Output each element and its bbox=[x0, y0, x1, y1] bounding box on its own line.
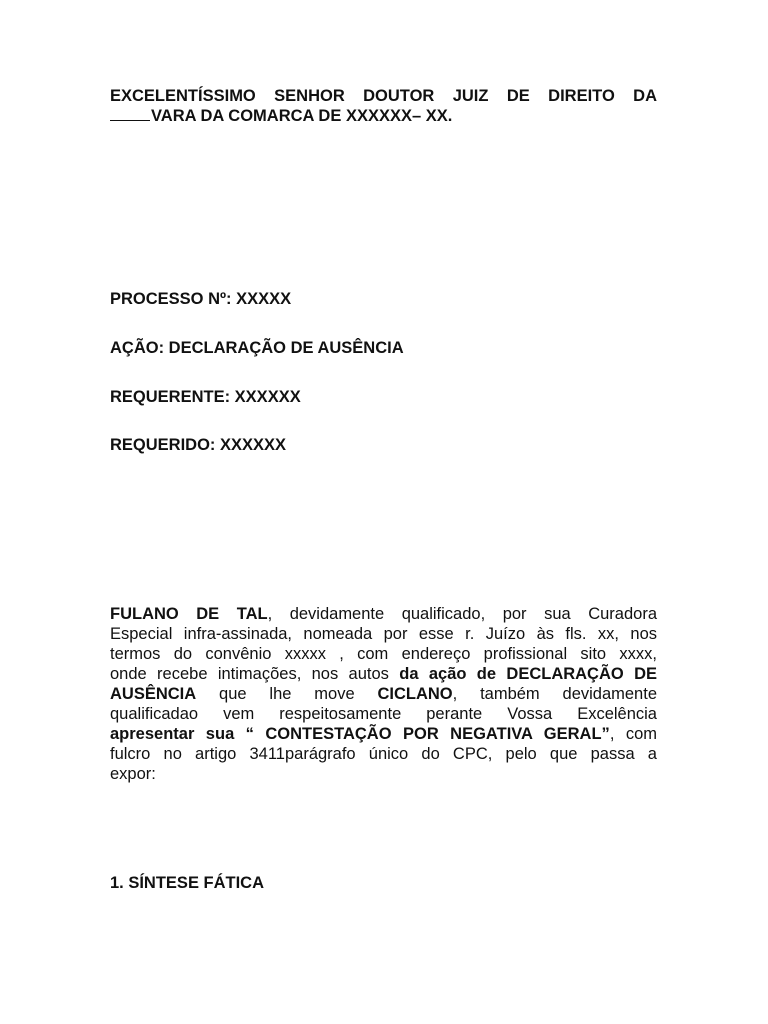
intro-paragraph bbox=[110, 604, 657, 784]
action-reference: da ação de DECLARAÇÃO DE bbox=[399, 665, 657, 683]
plaintiff-name: CICLANO bbox=[377, 685, 453, 703]
header-line-2 bbox=[110, 106, 657, 126]
intro-line-5 bbox=[110, 684, 657, 704]
blank-line bbox=[110, 106, 150, 121]
intro-line-1 bbox=[110, 604, 657, 624]
contestation-title: CONTESTAÇÃO POR NEGATIVA GERAL” bbox=[265, 725, 610, 743]
action-reference-cont: AUSÊNCIA bbox=[110, 685, 197, 703]
intro-line-3: termos do convênio xxxxx , com endereço profissional sito xxxx, bbox=[110, 645, 657, 663]
intro-line-7 bbox=[110, 724, 657, 744]
intro-line-2: Especial infra-assinada, nomeada por esse r. Juízo às fls. xx, nos bbox=[110, 625, 657, 643]
defendant: REQUERIDO: XXXXXX bbox=[110, 436, 287, 454]
process-number: PROCESSO Nº: XXXXX bbox=[110, 290, 292, 308]
intro-line-1-text: , devidamente qualificado, por sua Curadora bbox=[267, 605, 657, 623]
intro-line-4 bbox=[110, 664, 657, 684]
intro-line-6: qualificadao vem respeitosamente perante Vossa Excelência bbox=[110, 705, 657, 723]
section-heading: 1. SÍNTESE FÁTICA bbox=[110, 874, 265, 892]
court-address-header bbox=[110, 86, 657, 126]
plaintiff: REQUERENTE: XXXXXX bbox=[110, 388, 301, 406]
action-type: AÇÃO: DECLARAÇÃO DE AUSÊNCIA bbox=[110, 339, 404, 357]
intro-line-5-text-2: , também devidamente bbox=[452, 685, 657, 703]
intro-line-5-text: que lhe move bbox=[196, 685, 378, 703]
present-phrase: apresentar sua “ bbox=[110, 725, 266, 743]
defendant-name: FULANO DE TAL bbox=[110, 605, 268, 623]
header-line-1: EXCELENTÍSSIMO SENHOR DOUTOR JUIZ DE DIREITO DA bbox=[110, 87, 657, 105]
intro-line-4-text: onde recebe intimações, nos autos bbox=[110, 665, 400, 683]
intro-line-9: expor: bbox=[110, 765, 156, 783]
header-line-2-text: VARA DA COMARCA DE XXXXXX– XX. bbox=[151, 107, 453, 125]
intro-line-8: fulcro no artigo 3411parágrafo único do CPC, pelo que passa a bbox=[110, 745, 657, 763]
intro-line-7-text: , com bbox=[609, 725, 658, 743]
